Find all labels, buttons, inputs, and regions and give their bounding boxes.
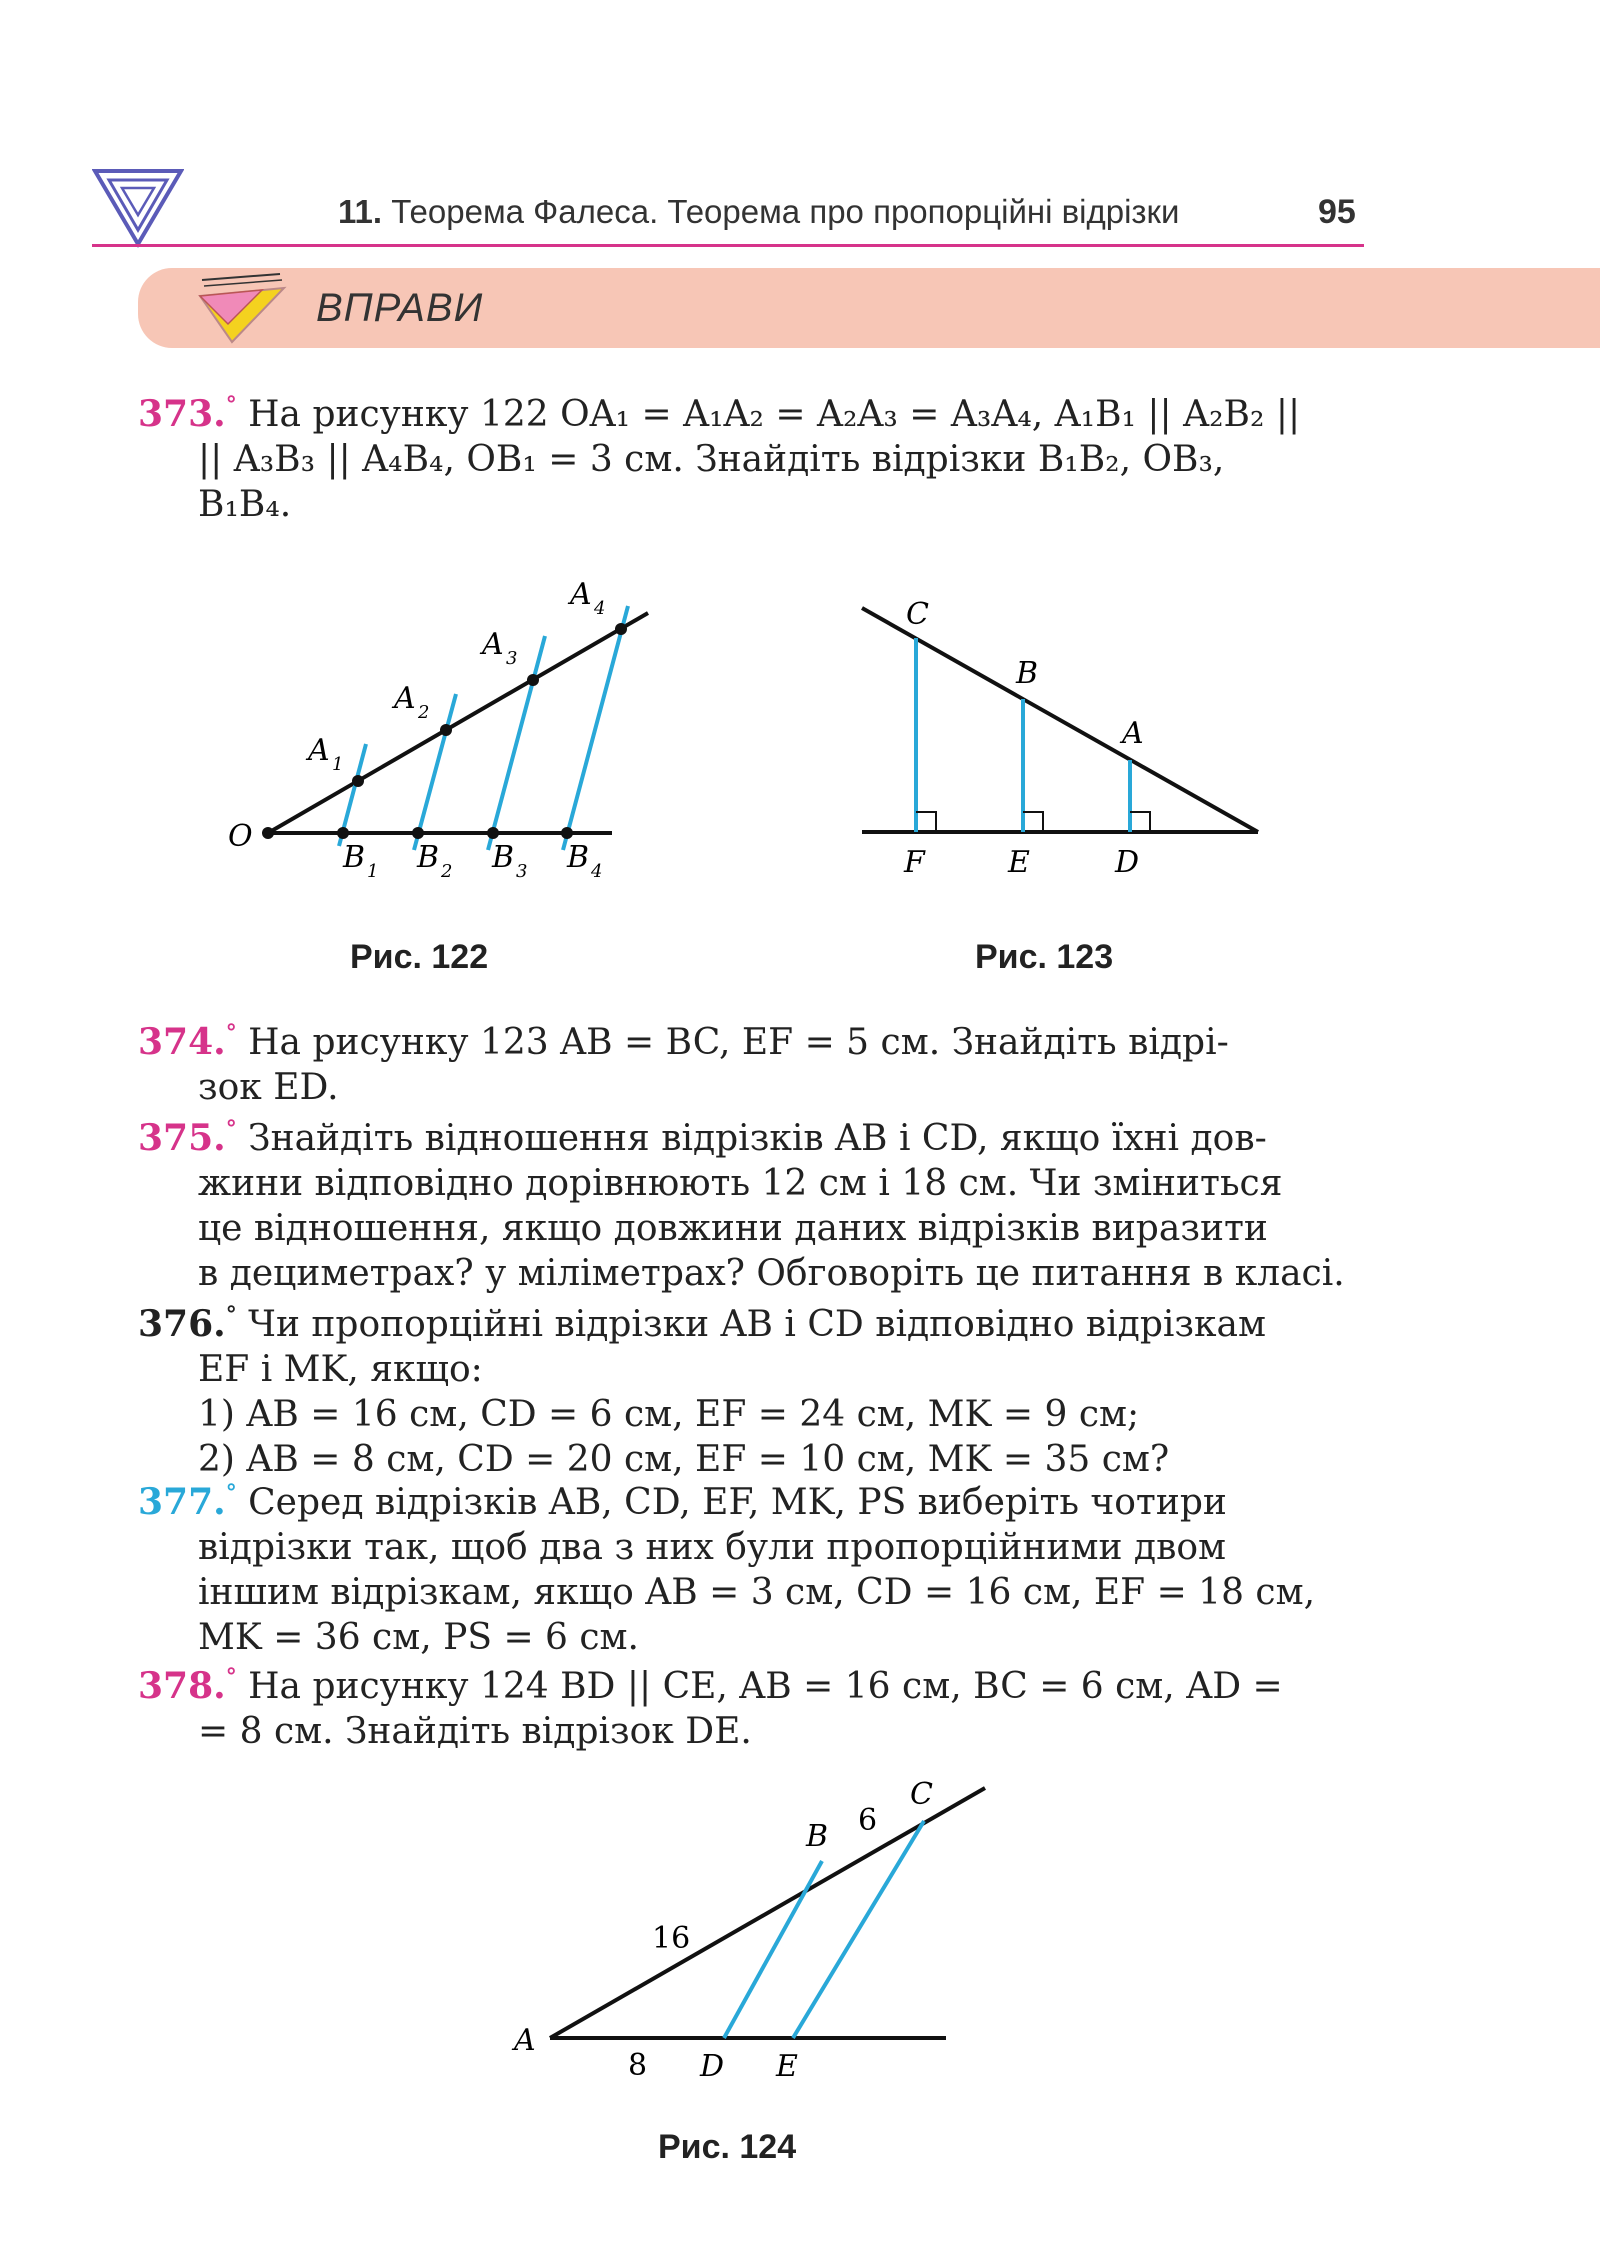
header-rule bbox=[92, 244, 1364, 247]
label-O: O bbox=[228, 819, 253, 854]
svg-text:1: 1 bbox=[367, 861, 379, 882]
svg-text:2: 2 bbox=[441, 861, 453, 882]
banner-title: ВПРАВИ bbox=[316, 286, 484, 330]
label-B: B bbox=[806, 1819, 829, 1854]
label-B3: B bbox=[492, 840, 515, 875]
label-C: C bbox=[910, 1777, 933, 1812]
exercise-375: 375.° Знайдіть відношення відрізків AB і CD, якщо їхні дов- жини відповідно дорівнюють 12 см і 18 см. Чи зміниться це відношення, якщо довжини даних відрізків виразити в дециметрах? у міліметрах? Обговоріть це питання в класі. bbox=[138, 1107, 1366, 1296]
exercise-line: Серед відрізків AB, CD, EF, MK, PS виберіть чотири bbox=[248, 1482, 1227, 1523]
exercise-373: 373.° На рисунку 122 OA₁ = A₁A₂ = A₂A₃ = A₃A₄, A₁B₁ || A₂B₂ || || A₃B₃ || A₄B₄, OB₁ = 3 см. Знайдіть відрізки B₁B₂, OB₃, B₁B₄. bbox=[138, 383, 1366, 527]
exercise-376: 376.° Чи пропорційні відрізки AB і CD відповідно відрізкам EF і MK, якщо: 1) AB = 16 см, CD = 6 см, EF = 24 см, MK = 9 см; 2) AB = 8 см, CD = 20 см, EF = 10 см, MK = 35 см? bbox=[138, 1293, 1366, 1482]
label-B2: B bbox=[417, 840, 440, 875]
svg-text:3: 3 bbox=[516, 861, 528, 882]
exercise-line: На рисунку 123 AB = BC, EF = 5 см. Знайдіть відрі- bbox=[248, 1022, 1229, 1063]
length-AB: 16 bbox=[652, 1921, 691, 1956]
section-title: Теорема Фалеса. Теорема про пропорційні відрізки bbox=[391, 193, 1180, 230]
label-E: E bbox=[776, 2049, 798, 2084]
exercise-number: 378. bbox=[138, 1665, 226, 1707]
exercise-374: 374.° На рисунку 123 AB = BC, EF = 5 см. Знайдіть відрі- зок ED. bbox=[138, 1011, 1366, 1110]
label-A2: A bbox=[394, 681, 416, 716]
svg-text:2: 2 bbox=[418, 702, 430, 723]
label-A: A bbox=[514, 2023, 536, 2058]
label-A: A bbox=[1122, 716, 1144, 751]
exercise-line: Знайдіть відношення відрізків AB і CD, якщо їхні дов- bbox=[248, 1118, 1267, 1159]
exercise-number: 375. bbox=[138, 1117, 226, 1159]
label-A3: A bbox=[482, 627, 504, 662]
figure-124-caption: Рис. 124 bbox=[658, 2128, 797, 2166]
label-B: B bbox=[1016, 656, 1039, 691]
label-C: C bbox=[906, 597, 929, 632]
label-D: D bbox=[700, 2049, 725, 2084]
svg-text:4: 4 bbox=[594, 598, 606, 619]
figure-122 bbox=[200, 570, 680, 900]
exercise-line: B₁B₄. bbox=[198, 484, 292, 525]
exercise-number: 374. bbox=[138, 1021, 226, 1063]
exercise-line: MK = 36 см, PS = 6 см. bbox=[198, 1617, 639, 1658]
exercise-line: На рисунку 122 OA₁ = A₁A₂ = A₂A₃ = A₃A₄, A₁B₁ || A₂B₂ || bbox=[248, 394, 1301, 435]
label-E: E bbox=[1008, 845, 1030, 880]
figure-122-caption: Рис. 122 bbox=[350, 938, 489, 976]
exercise-line: 2) AB = 8 см, CD = 20 см, EF = 10 см, MK = 35 см? bbox=[198, 1439, 1170, 1480]
length-BC: 6 bbox=[858, 1803, 878, 1838]
exercise-378: 378.° На рисунку 124 BD || CE, AB = 16 см, BC = 6 см, AD = = 8 см. Знайдіть відрізок DE. bbox=[138, 1655, 1366, 1754]
exercise-number: 377. bbox=[138, 1481, 226, 1523]
label-B4: B bbox=[567, 840, 590, 875]
label-A1: A bbox=[308, 733, 330, 768]
chapter-logo-icon bbox=[92, 168, 184, 248]
length-AD: 8 bbox=[628, 2048, 648, 2083]
exercise-number: 376. bbox=[138, 1303, 226, 1345]
label-D: D bbox=[1115, 845, 1140, 880]
exercise-line: = 8 см. Знайдіть відрізок DE. bbox=[198, 1711, 752, 1752]
exercise-line: це відношення, якщо довжини даних відрізків виразити bbox=[198, 1208, 1268, 1249]
exercise-line: На рисунку 124 BD || CE, AB = 16 см, BC = 6 см, AD = bbox=[248, 1666, 1283, 1707]
exercise-line: Чи пропорційні відрізки AB і CD відповідно відрізкам bbox=[248, 1304, 1267, 1345]
page-number: 95 bbox=[1318, 193, 1356, 231]
exercise-377: 377.° Серед відрізків AB, CD, EF, MK, PS виберіть чотири відрізки так, щоб два з них були пропорційними двом іншим відрізкам, якщо AB = 3 см, CD = 16 см, EF = 18 см, MK = 36 см, PS = 6 см. bbox=[138, 1471, 1366, 1660]
section-number: 11. bbox=[338, 193, 383, 230]
figure-124 bbox=[500, 1770, 1020, 2090]
exercise-line: відрізки так, щоб два з них були пропорційними двом bbox=[198, 1527, 1227, 1568]
exercise-line: EF і MK, якщо: bbox=[198, 1349, 483, 1390]
svg-text:1: 1 bbox=[332, 754, 344, 775]
svg-text:3: 3 bbox=[506, 648, 518, 669]
label-B1: B bbox=[343, 840, 366, 875]
exercise-line: жини відповідно дорівнюють 12 см і 18 см. Чи зміниться bbox=[198, 1163, 1283, 1204]
ruler-triangle-icon bbox=[192, 266, 292, 346]
svg-text:4: 4 bbox=[591, 861, 603, 882]
exercise-line: зок ED. bbox=[198, 1067, 339, 1108]
figure-123-caption: Рис. 123 bbox=[975, 938, 1114, 976]
figure-123 bbox=[840, 580, 1280, 880]
running-header bbox=[338, 193, 1179, 231]
exercise-line: 1) AB = 16 см, CD = 6 см, EF = 24 см, MK = 9 см; bbox=[198, 1394, 1140, 1435]
exercise-number: 373. bbox=[138, 393, 226, 435]
exercise-line: іншим відрізкам, якщо AB = 3 см, CD = 16 см, EF = 18 см, bbox=[198, 1572, 1316, 1613]
label-A4: A bbox=[570, 577, 592, 612]
exercise-line: || A₃B₃ || A₄B₄, OB₁ = 3 см. Знайдіть відрізки B₁B₂, OB₃, bbox=[198, 439, 1225, 480]
exercise-line: в дециметрах? у міліметрах? Обговоріть це питання в класі. bbox=[198, 1253, 1345, 1294]
label-F: F bbox=[904, 845, 925, 880]
